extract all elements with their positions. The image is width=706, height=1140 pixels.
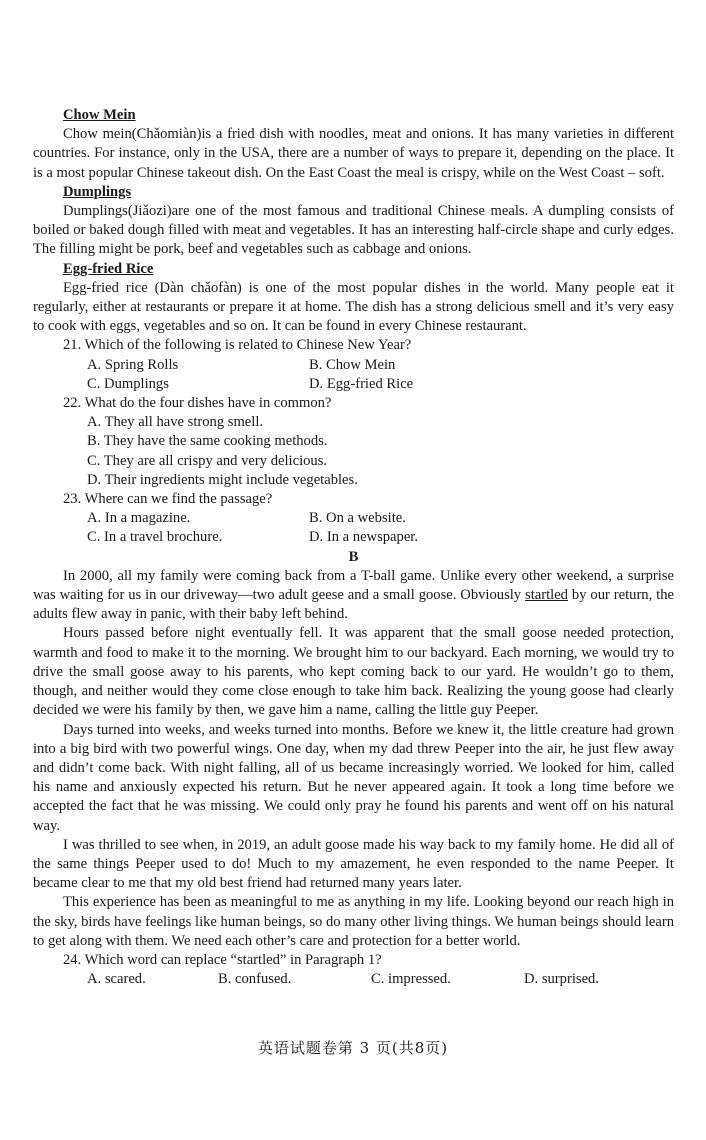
question-24-options (87, 970, 674, 989)
passage-b-paragraph-3: Days turned into weeks, and weeks turned into months. Before we knew it, the little creature had grown into a big bird with two powerful wings. One day, when my dad threw Peeper into the air, he just flew away and didn’t come back. With night falling, all of us became increasingly worried. We looked for him, called his name and anxiously expected his return. But he never appeared again. It took a long time before we accepted the fact that he was missing. We could only pray he found his parents and went off on his natural way. (33, 721, 674, 834)
passage-b-paragraph-4: I was thrilled to see when, in 2019, an adult goose made his way back to my family home. He did all of the same things Peeper used to do! Much to my amazement, he even responded to the name Peeper. It became clear to me that my old best friend had returned many years later. (33, 836, 674, 892)
question-24-option-a: A. scared. (87, 971, 146, 988)
question-24-stem: 24. Which word can replace “startled” in Paragraph 1? (63, 951, 382, 968)
question-22-option-b: B. They have the same cooking methods. (87, 433, 328, 450)
question-21-option-d: D. Egg-fried Rice (309, 375, 414, 392)
passage-b-p1-text-after: by our return, the adults flew away in panic, with their baby left behind. (33, 587, 674, 623)
heading-dumplings: Dumplings (63, 183, 132, 200)
question-24-option-b: B. confused. (218, 971, 292, 988)
question-24-option-d: D. surprised. (524, 971, 599, 988)
question-23-options (87, 509, 674, 547)
question-21-option-b: B. Chow Mein (309, 356, 396, 373)
page-footer: 英语试题卷第 3 页(共8页) (257, 1039, 449, 1057)
question-22-option-a: A. They all have strong smell. (87, 414, 264, 431)
question-24-option-c: C. impressed. (371, 971, 451, 988)
question-21-option-a: A. Spring Rolls (87, 356, 179, 373)
heading-chow-mein: Chow Mein (63, 107, 136, 123)
question-23-option-c: C. In a travel brochure. (87, 529, 223, 546)
paragraph-chow-mein: Chow mein(Chǎomiàn)is a fried dish with noodles, meat and onions. It has many varieties in different countries. For instance, only in the USA, there are a number of ways to prepare it, depending on the place. It is a most popular Chinese takeout dish. On the East Coast the meal is crispy, while on the West Coast – soft. (33, 126, 674, 181)
question-23-stem: 23. Where can we find the passage? (63, 491, 273, 508)
question-21-stem: 21. Which of the following is related to Chinese New Year? (63, 337, 412, 354)
heading-egg-fried-rice: Egg-fried Rice (63, 260, 154, 277)
question-22-option-d: D. Their ingredients might include vegetables. (87, 471, 358, 488)
passage-b-paragraph-2: Hours passed before night eventually fell. It was apparent that the small goose needed protection, warmth and food to make it to the morning. We brought him to our backyard. Each morning, we would try to drive the small goose away to his parents, who kept coming back to our yard. He wouldn’t go to them, though, and neither would they come close enough to take him back. Realizing the young goose had clearly decided we were his family by then, we gave him a name, calling the little guy Peeper. (33, 625, 674, 719)
underlined-word-startled: startled (525, 587, 568, 604)
question-22-stem: 22. What do the four dishes have in common? (63, 395, 332, 412)
page-content (33, 106, 674, 989)
question-23-option-b: B. On a website. (309, 510, 406, 527)
section-label-b: B (348, 548, 359, 565)
passage-b-paragraph-5: This experience has been as meaningful to me as anything in my life. Looking beyond our reach high in the sky, birds have feelings like human beings, so do many other living things. We human beings should learn to get along with them. We need each other’s care and protection for a better world. (33, 894, 674, 949)
question-21-option-c: C. Dumplings (87, 375, 169, 392)
passage-b-p1-text-before: In 2000, all my family were coming back from a T-ball game. Unlike every other weekend, a surprise was waiting for us in our driveway—two adult geese and a small goose. Obviously (33, 567, 674, 604)
passage-b-paragraph-1 (33, 567, 674, 625)
question-21-options (87, 356, 674, 394)
question-23-option-a: A. In a magazine. (87, 510, 191, 527)
question-22-option-c: C. They are all crispy and very delicious. (87, 452, 328, 469)
paragraph-egg-fried-rice: Egg-fried rice (Dàn chǎofàn) is one of the most popular dishes in the world. Many people eat it regularly, either at restaurants or prepare it at home. The dish has a strong delicious smell and it’s very easy to cook with eggs, vegetables and so on. It can be found in every Chinese restaurant. (33, 279, 674, 335)
paragraph-dumplings: Dumplings(Jiǎozi)are one of the most famous and traditional Chinese meals. A dumpling consists of boiled or baked dough filled with meat and vegetables. It has an interesting half-circle shape and curly edges. The filling might be pork, beef and vegetables such as cabbage and onions. (33, 203, 674, 258)
question-23-option-d: D. In a newspaper. (309, 529, 419, 546)
